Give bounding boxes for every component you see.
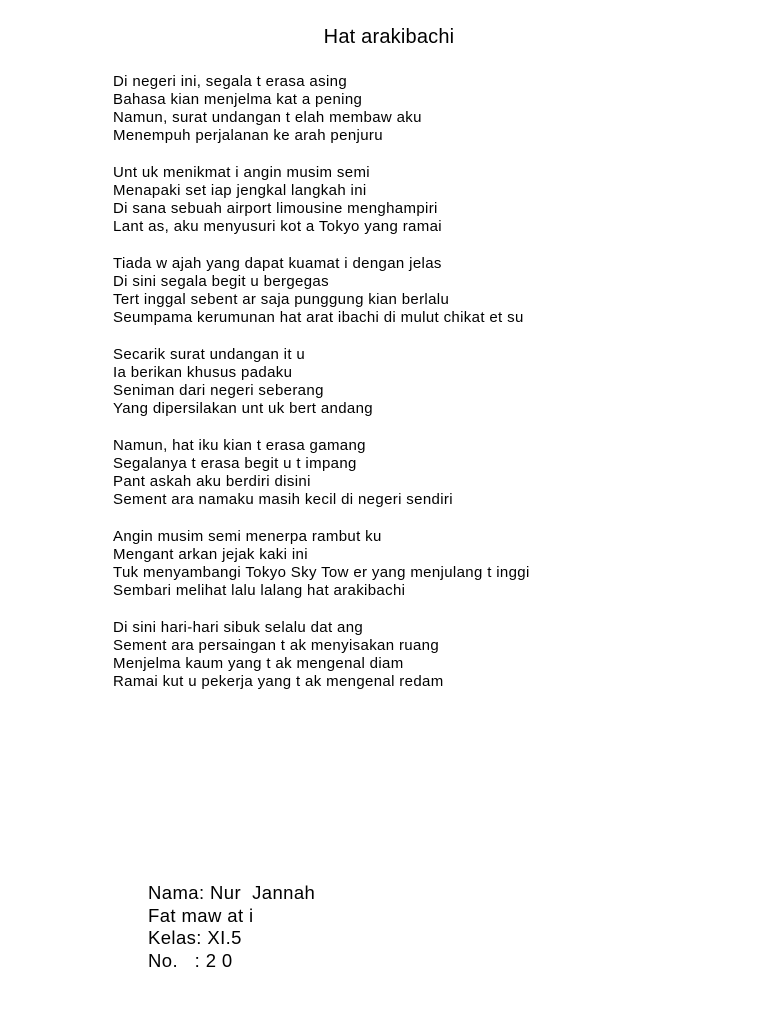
poem-line: Unt uk menikmat i angin musim semi	[113, 164, 370, 181]
poem-line: Menjelma kaum yang t ak mengenal diam	[113, 655, 404, 672]
poem-line: Pant askah aku berdiri disini	[113, 473, 311, 490]
poem-line: Di sana sebuah airport limousine menghampiri	[113, 200, 438, 217]
poem-line: Namun, hat iku kian t erasa gamang	[113, 437, 366, 454]
stanza	[113, 528, 733, 600]
identity-class: Kelas: XI.5	[148, 927, 242, 948]
student-identity	[148, 882, 548, 972]
stanza	[113, 164, 733, 236]
poem-line: Sement ara namaku masih kecil di negeri sendiri	[113, 491, 453, 508]
poem-line: Di negeri ini, segala t erasa asing	[113, 73, 348, 90]
poem-line: Seumpama kerumunan hat arat ibachi di mulut chikat et su	[113, 309, 524, 326]
identity-number: No. : 2 0	[148, 949, 233, 971]
poem-line: Angin musim semi menerpa rambut ku	[113, 528, 382, 545]
poem-line: Yang dipersilakan unt uk bert andang	[113, 400, 373, 417]
poem-line: Menapaki set iap jengkal langkah ini	[113, 182, 367, 199]
poem-line: Sement ara persaingan t ak menyisakan ruang	[113, 637, 440, 654]
poem-line: Tuk menyambangi Tokyo Sky Tow er yang menjulang t inggi	[113, 564, 530, 581]
poem-line: Segalanya t erasa begit u t impang	[113, 455, 357, 472]
poem-line: Di sini segala begit u bergegas	[113, 273, 329, 290]
poem-line: Ramai kut u pekerja yang t ak mengenal redam	[113, 673, 444, 690]
poem-line: Lant as, aku menyusuri kot a Tokyo yang ramai	[113, 218, 442, 235]
stanza	[113, 437, 733, 509]
poem-line: Bahasa kian menjelma kat a pening	[113, 91, 363, 108]
poem-title: Hat arakibachi	[323, 26, 455, 48]
identity-name-continued: Fat maw at i	[148, 904, 254, 926]
stanza	[113, 73, 733, 145]
stanza	[113, 619, 733, 691]
poem-line: Seniman dari negeri seberang	[113, 382, 324, 399]
poem-line: Secarik surat undangan it u	[113, 346, 306, 363]
stanza	[113, 346, 733, 418]
stanza	[113, 255, 733, 327]
poem-line: Mengant arkan jejak kaki ini	[113, 546, 308, 563]
poem-line: Namun, surat undangan t elah membaw aku	[113, 109, 422, 126]
poem-line: Tert inggal sebent ar saja punggung kian berlalu	[113, 291, 450, 308]
poem-line: Menempuh perjalanan ke arah penjuru	[113, 127, 383, 144]
poem-line: Di sini hari-hari sibuk selalu dat ang	[113, 619, 364, 636]
poem-line: Ia berikan khusus padaku	[113, 364, 293, 381]
poem-body	[113, 73, 733, 710]
poem-line: Tiada w ajah yang dapat kuamat i dengan jelas	[113, 255, 442, 272]
poem-line: Sembari melihat lalu lalang hat arakibachi	[113, 582, 406, 599]
identity-name: Nama: Nur Jannah	[148, 882, 316, 903]
